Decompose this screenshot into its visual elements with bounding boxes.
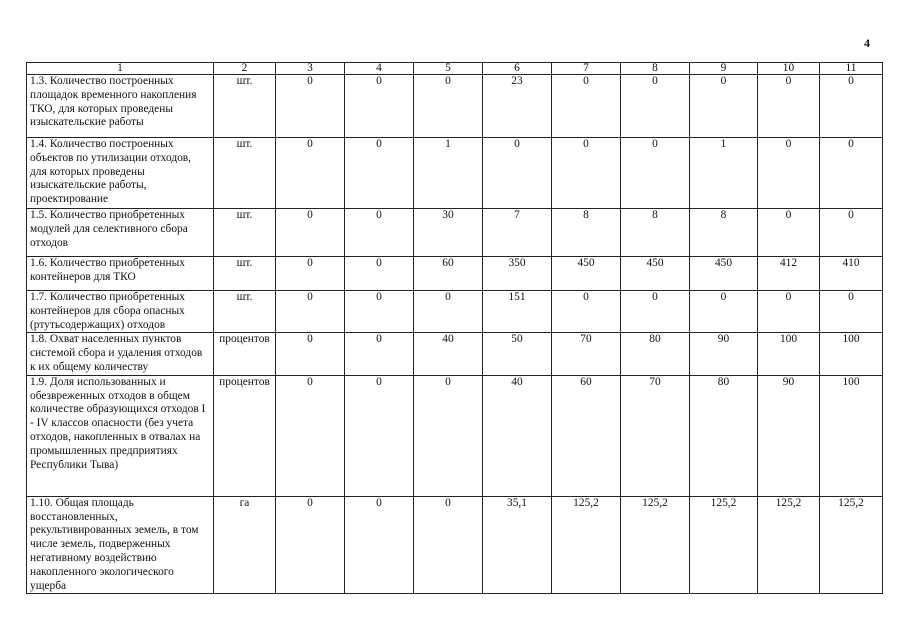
indicator-name: 1.10. Общая площадь восстановленных, рекультивированных земель, в том числе земель, подверженных негативному воздействию накопленного экологического ущерба [27, 496, 214, 594]
value-cell: 0 [820, 209, 883, 257]
unit-cell: шт. [214, 209, 276, 257]
value-cell: 0 [345, 75, 414, 138]
header-cell: 6 [483, 63, 552, 75]
value-cell: 0 [758, 138, 820, 209]
table-row [27, 257, 883, 291]
indicators-table [26, 62, 883, 594]
value-cell: 0 [276, 138, 345, 209]
value-cell: 80 [621, 333, 690, 375]
value-cell: 0 [483, 138, 552, 209]
header-cell: 11 [820, 63, 883, 75]
value-cell: 0 [276, 496, 345, 594]
value-cell: 0 [345, 257, 414, 291]
value-cell: 70 [621, 375, 690, 496]
value-cell: 8 [621, 209, 690, 257]
value-cell: 0 [820, 138, 883, 209]
value-cell: 23 [483, 75, 552, 138]
indicator-name: 1.8. Охват населенных пунктов системой сбора и удаления отходов к их общему количеству [27, 333, 214, 375]
value-cell: 0 [621, 75, 690, 138]
value-cell: 0 [345, 291, 414, 333]
value-cell: 0 [345, 138, 414, 209]
value-cell: 40 [483, 375, 552, 496]
value-cell: 0 [414, 291, 483, 333]
value-cell: 0 [552, 75, 621, 138]
table-row [27, 496, 883, 594]
value-cell: 0 [820, 75, 883, 138]
value-cell: 0 [345, 375, 414, 496]
value-cell: 0 [758, 75, 820, 138]
indicator-name: 1.3. Количество построенных площадок временного накопления ТКО, для которых проведены изыскательские работы [27, 75, 214, 138]
value-cell: 125,2 [690, 496, 758, 594]
value-cell: 0 [552, 291, 621, 333]
header-cell: 9 [690, 63, 758, 75]
value-cell: 0 [690, 291, 758, 333]
indicator-name: 1.7. Количество приобретенных контейнеров для сбора опасных (ртутьсодержащих) отходов [27, 291, 214, 333]
value-cell: 30 [414, 209, 483, 257]
unit-cell: шт. [214, 291, 276, 333]
value-cell: 0 [414, 496, 483, 594]
value-cell: 8 [552, 209, 621, 257]
table-row [27, 209, 883, 257]
value-cell: 0 [414, 75, 483, 138]
value-cell: 80 [690, 375, 758, 496]
table-row [27, 75, 883, 138]
indicator-name: 1.6. Количество приобретенных контейнеров для ТКО [27, 257, 214, 291]
value-cell: 450 [621, 257, 690, 291]
value-cell: 0 [345, 333, 414, 375]
value-cell: 0 [552, 138, 621, 209]
value-cell: 70 [552, 333, 621, 375]
table-row [27, 291, 883, 333]
value-cell: 0 [276, 291, 345, 333]
value-cell: 410 [820, 257, 883, 291]
value-cell: 0 [621, 291, 690, 333]
unit-cell: шт. [214, 257, 276, 291]
header-cell: 3 [276, 63, 345, 75]
value-cell: 125,2 [820, 496, 883, 594]
value-cell: 60 [414, 257, 483, 291]
value-cell: 125,2 [552, 496, 621, 594]
header-cell: 7 [552, 63, 621, 75]
header-cell: 2 [214, 63, 276, 75]
value-cell: 0 [276, 333, 345, 375]
header-cell: 8 [621, 63, 690, 75]
indicator-name: 1.9. Доля использованных и обезвреженных отходов в общем количестве образующихся отходов I - IV классов опасности (без учета отходов, накопленных в отвалах на промышленных предприятиях Республики Тыва) [27, 375, 214, 496]
table-row [27, 375, 883, 496]
value-cell: 40 [414, 333, 483, 375]
table-row [27, 138, 883, 209]
value-cell: 0 [276, 257, 345, 291]
header-cell: 5 [414, 63, 483, 75]
unit-cell: шт. [214, 75, 276, 138]
value-cell: 0 [276, 209, 345, 257]
page-number: 4 [864, 36, 870, 50]
value-cell: 60 [552, 375, 621, 496]
unit-cell: шт. [214, 138, 276, 209]
value-cell: 50 [483, 333, 552, 375]
unit-cell: процентов [214, 333, 276, 375]
value-cell: 100 [820, 375, 883, 496]
value-cell: 450 [552, 257, 621, 291]
value-cell: 0 [276, 375, 345, 496]
indicator-name: 1.4. Количество построенных объектов по утилизации отходов, для которых проведены изыскательские работы, проектирование [27, 138, 214, 209]
value-cell: 0 [414, 375, 483, 496]
header-row [27, 63, 883, 75]
value-cell: 450 [690, 257, 758, 291]
unit-cell: га [214, 496, 276, 594]
header-cell: 4 [345, 63, 414, 75]
value-cell: 151 [483, 291, 552, 333]
value-cell: 0 [621, 138, 690, 209]
indicator-name: 1.5. Количество приобретенных модулей для селективного сбора отходов [27, 209, 214, 257]
value-cell: 90 [690, 333, 758, 375]
header-cell: 10 [758, 63, 820, 75]
value-cell: 412 [758, 257, 820, 291]
value-cell: 8 [690, 209, 758, 257]
value-cell: 0 [276, 75, 345, 138]
value-cell: 90 [758, 375, 820, 496]
value-cell: 125,2 [758, 496, 820, 594]
value-cell: 35,1 [483, 496, 552, 594]
table-row [27, 333, 883, 375]
value-cell: 7 [483, 209, 552, 257]
value-cell: 0 [820, 291, 883, 333]
value-cell: 0 [758, 291, 820, 333]
value-cell: 350 [483, 257, 552, 291]
value-cell: 0 [345, 209, 414, 257]
value-cell: 0 [690, 75, 758, 138]
value-cell: 1 [414, 138, 483, 209]
header-cell: 1 [27, 63, 214, 75]
value-cell: 0 [345, 496, 414, 594]
value-cell: 0 [758, 209, 820, 257]
value-cell: 1 [690, 138, 758, 209]
unit-cell: процентов [214, 375, 276, 496]
value-cell: 125,2 [621, 496, 690, 594]
value-cell: 100 [820, 333, 883, 375]
value-cell: 100 [758, 333, 820, 375]
